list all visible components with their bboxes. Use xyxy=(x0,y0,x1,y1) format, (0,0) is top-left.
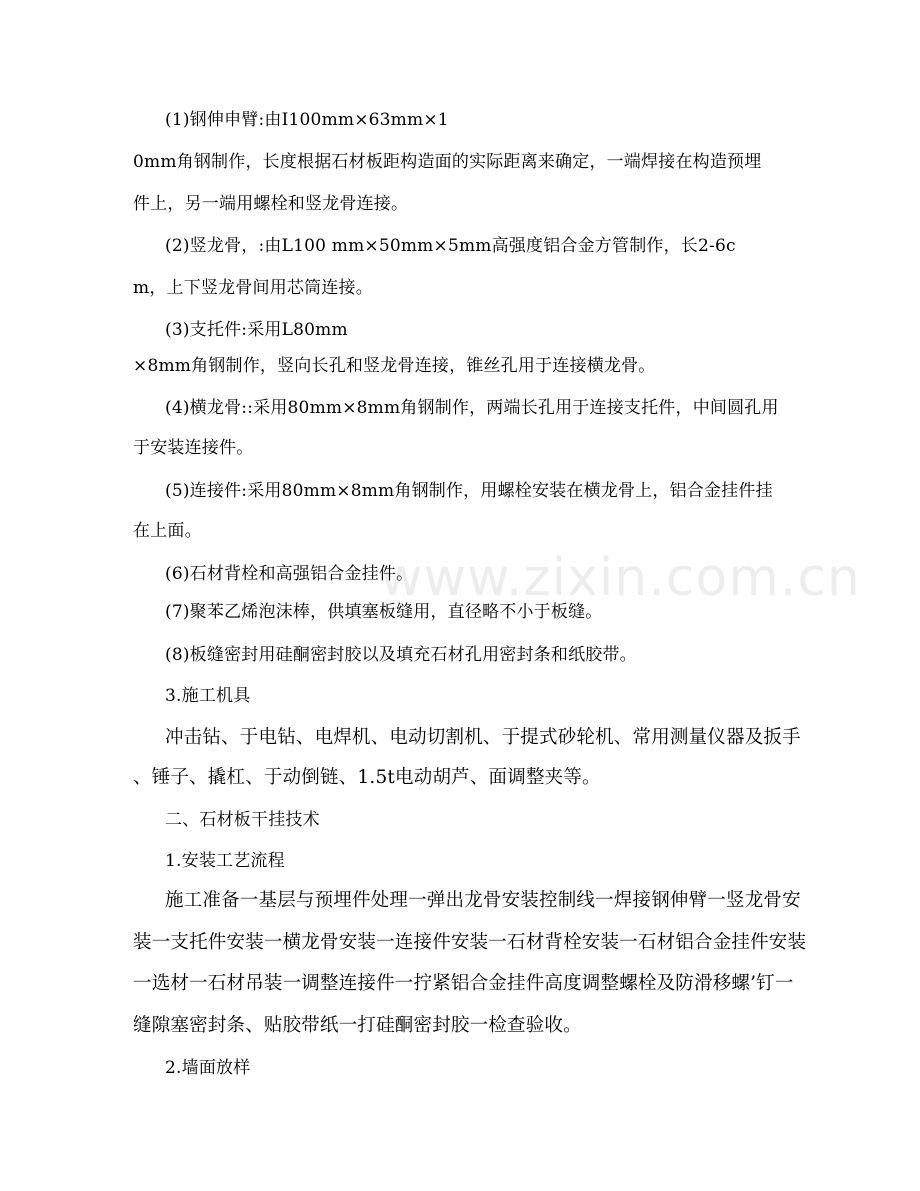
paragraph-line: (3)支托件:采用L80mm xyxy=(165,320,348,340)
section-heading: 2.墙面放样 xyxy=(165,1058,251,1078)
paragraph-line: ×8mm角钢制作，竖向长孔和竖龙骨连接，锥丝孔用于连接横龙骨。 xyxy=(133,356,656,376)
paragraph-line: 0mm角钢制作，长度根据石材板距构造面的实际距离来确定，一端焊接在构造预埋 xyxy=(133,152,762,172)
paragraph-line: 在上面。 xyxy=(133,521,202,541)
paragraph-line: 缝隙塞密封条、贴胶带纸一打硅酮密封胶一检查验收。 xyxy=(133,1015,582,1036)
watermark: www.zixin.com.cn xyxy=(380,548,861,608)
paragraph-line: 一选材一石材吊装一调整连接件一拧紧铝合金挂件高度调整螺栓及防滑移螺’钉一 xyxy=(133,973,794,994)
paragraph-line: (1)钢伸申臂:由I100mm×63mm×1 xyxy=(165,110,449,130)
paragraph-line: 于安装连接件。 xyxy=(133,438,254,458)
section-heading: 1.安装工艺流程 xyxy=(165,851,285,871)
paragraph-line: m，上下竖龙骨间用芯筒连接。 xyxy=(133,278,373,298)
paragraph-line: (8)板缝密封用硅酮密封胶以及填充石材孔用密封条和纸胶带。 xyxy=(165,645,637,665)
paragraph-line: (4)横龙骨::采用80mm×8mm角钢制作，两端长孔用于连接支托件，中间圆孔用 xyxy=(165,398,779,418)
paragraph-line: (2)竖龙骨，:由L100 mm×50mm×5mm高强度铝合金方管制作，长2-6c xyxy=(165,236,736,256)
paragraph-line: 装一支托件安装一横龙骨安装一连接件安装一石材背栓安装一石材铝合金挂件安装 xyxy=(133,932,807,953)
paragraph-line: 施工准备一基层与预埋件处理一弹出龙骨安装控制线一焊接钢伸臂一竖龙骨安 xyxy=(165,890,801,911)
section-heading: 二、石材板干挂技术 xyxy=(165,810,320,830)
paragraph-line: 件上，另一端用螺栓和竖龙骨连接。 xyxy=(133,194,409,214)
paragraph-line: 、锤子、撬杠、于动倒链、1.5t电动胡芦、面调整夹等。 xyxy=(133,767,601,788)
paragraph-line: (5)连接件:采用80mm×8mm角钢制作，用螺栓安装在横龙骨上，铝合金挂件挂 xyxy=(165,481,773,501)
section-heading: 3.施工机具 xyxy=(165,686,251,706)
paragraph-line: 冲击钻、于电钻、电焊机、电动切割机、于提式砂轮机、常用测量仪器及扳手 xyxy=(165,727,801,748)
paragraph-line: (7)聚苯乙烯泡沫棒，供填塞板缝用，直径略不小于板缝。 xyxy=(165,602,603,622)
paragraph-line: (6)石材背栓和高强铝合金挂件。 xyxy=(165,564,414,584)
